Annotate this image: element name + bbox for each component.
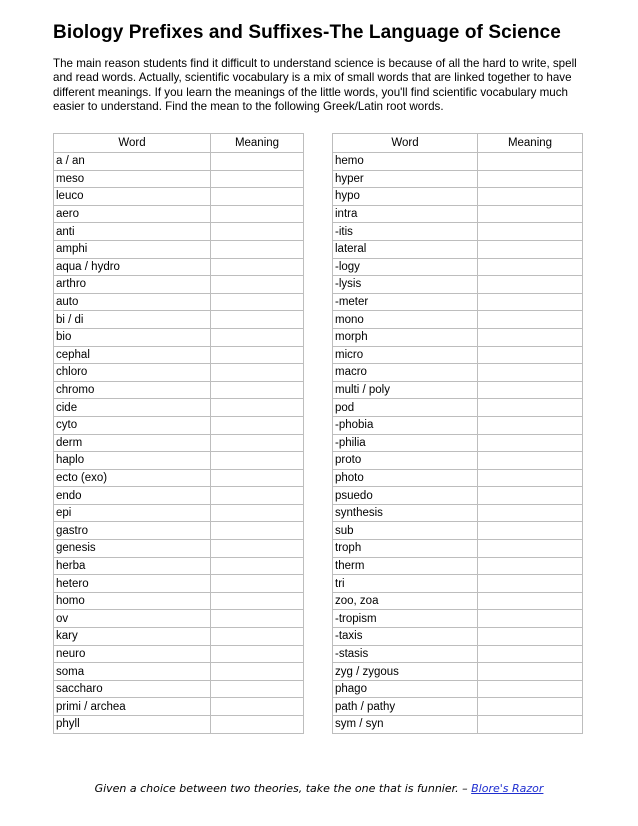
table-row (333, 240, 583, 258)
table-row (54, 223, 304, 241)
meaning-cell[interactable] (478, 680, 583, 698)
table-row (54, 311, 304, 329)
table-row (333, 610, 583, 628)
meaning-cell[interactable] (478, 504, 583, 522)
table-row (54, 522, 304, 540)
word-cell: troph (333, 540, 478, 558)
meaning-cell[interactable] (478, 469, 583, 487)
meaning-cell[interactable] (211, 716, 304, 734)
table-row (54, 293, 304, 311)
table-row (54, 381, 304, 399)
table-row (54, 592, 304, 610)
table-row (54, 416, 304, 434)
table-row (54, 540, 304, 558)
table-row (54, 452, 304, 470)
meaning-cell[interactable] (211, 416, 304, 434)
meaning-cell[interactable] (478, 258, 583, 276)
meaning-cell[interactable] (478, 188, 583, 206)
table-header-row (54, 134, 304, 153)
word-cell: morph (333, 328, 478, 346)
footer-quote (0, 782, 638, 795)
table-row (333, 663, 583, 681)
word-cell: zoo, zoa (333, 592, 478, 610)
table-row (333, 540, 583, 558)
meaning-cell[interactable] (478, 381, 583, 399)
meaning-cell[interactable] (211, 311, 304, 329)
meaning-cell[interactable] (211, 434, 304, 452)
table-row (54, 240, 304, 258)
meaning-cell[interactable] (211, 628, 304, 646)
word-cell: -lysis (333, 276, 478, 294)
footer-quote-text: Given a choice between two theories, take the one that is funnier. – (94, 782, 472, 795)
meaning-cell[interactable] (478, 153, 583, 171)
meaning-cell[interactable] (211, 170, 304, 188)
word-cell: cide (54, 399, 211, 417)
word-cell: -tropism (333, 610, 478, 628)
table-row (54, 276, 304, 294)
word-cell: -logy (333, 258, 478, 276)
word-cell: chloro (54, 364, 211, 382)
table-row (54, 434, 304, 452)
meaning-cell[interactable] (211, 469, 304, 487)
meaning-cell[interactable] (211, 452, 304, 470)
table-row (54, 258, 304, 276)
meaning-column-header: Meaning (478, 134, 583, 153)
word-cell: a / an (54, 153, 211, 171)
meaning-cell[interactable] (478, 663, 583, 681)
meaning-cell[interactable] (211, 381, 304, 399)
word-cell: -philia (333, 434, 478, 452)
word-cell: anti (54, 223, 211, 241)
table-row (54, 557, 304, 575)
meaning-cell[interactable] (211, 258, 304, 276)
meaning-cell[interactable] (478, 452, 583, 470)
meaning-cell[interactable] (211, 205, 304, 223)
word-cell: mono (333, 311, 478, 329)
meaning-cell[interactable] (478, 610, 583, 628)
meaning-cell[interactable] (211, 663, 304, 681)
word-cell: kary (54, 628, 211, 646)
word-cell: tri (333, 575, 478, 593)
table-row (333, 153, 583, 171)
word-cell: phago (333, 680, 478, 698)
word-cell: gastro (54, 522, 211, 540)
table-row (54, 469, 304, 487)
meaning-cell[interactable] (211, 364, 304, 382)
meaning-cell[interactable] (478, 487, 583, 505)
meaning-cell[interactable] (211, 610, 304, 628)
meaning-cell[interactable] (211, 223, 304, 241)
blores-razor-link[interactable]: Blore's Razor (471, 782, 544, 795)
word-cell: amphi (54, 240, 211, 258)
meaning-cell[interactable] (478, 399, 583, 417)
table-row (54, 487, 304, 505)
word-cell: hypo (333, 188, 478, 206)
word-cell: -stasis (333, 645, 478, 663)
meaning-cell[interactable] (211, 592, 304, 610)
table-row (54, 504, 304, 522)
table-row (333, 434, 583, 452)
table-row (333, 452, 583, 470)
table-row (54, 170, 304, 188)
meaning-cell[interactable] (478, 293, 583, 311)
meaning-cell[interactable] (478, 698, 583, 716)
word-cell: therm (333, 557, 478, 575)
word-cell: homo (54, 592, 211, 610)
word-cell: hetero (54, 575, 211, 593)
table-header-row (333, 134, 583, 153)
meaning-cell[interactable] (211, 487, 304, 505)
table-row (333, 680, 583, 698)
meaning-cell[interactable] (211, 240, 304, 258)
word-cell: psuedo (333, 487, 478, 505)
table-row (333, 592, 583, 610)
meaning-cell[interactable] (478, 346, 583, 364)
table-row (333, 645, 583, 663)
table-row (54, 698, 304, 716)
table-row (333, 276, 583, 294)
table-row (333, 575, 583, 593)
word-cell: aqua / hydro (54, 258, 211, 276)
meaning-cell[interactable] (211, 698, 304, 716)
word-cell: auto (54, 293, 211, 311)
word-cell: -taxis (333, 628, 478, 646)
meaning-cell[interactable] (211, 276, 304, 294)
meaning-cell[interactable] (211, 153, 304, 171)
meaning-cell[interactable] (211, 557, 304, 575)
table-row (333, 293, 583, 311)
table-row (333, 698, 583, 716)
word-cell: cyto (54, 416, 211, 434)
table-row (333, 487, 583, 505)
table-row (54, 628, 304, 646)
table-row (333, 346, 583, 364)
word-cell: photo (333, 469, 478, 487)
meaning-cell[interactable] (478, 645, 583, 663)
word-cell: -itis (333, 223, 478, 241)
page-title: Biology Prefixes and Suffixes-The Language of Science (53, 22, 561, 43)
word-cell: meso (54, 170, 211, 188)
meaning-cell[interactable] (478, 628, 583, 646)
table-row (333, 716, 583, 734)
table-row (54, 153, 304, 171)
table-row (333, 416, 583, 434)
table-row (333, 170, 583, 188)
word-cell: genesis (54, 540, 211, 558)
word-column-header: Word (333, 134, 478, 153)
meaning-cell[interactable] (211, 504, 304, 522)
word-cell: epi (54, 504, 211, 522)
intro-paragraph: The main reason students find it difficult to understand science is because of all the hard to write, spell and read words. Actually, scientific vocabulary is a mix of small words that are linked together to have different meanings. If you learn the meanings of the little words, you'll find scientific vocabulary much easier to understand. Find the mean to the following Greek/Latin root words. (53, 57, 577, 113)
word-column-header: Word (54, 134, 211, 153)
table-row (333, 469, 583, 487)
word-cell: leuco (54, 188, 211, 206)
meaning-cell[interactable] (478, 205, 583, 223)
word-cell: soma (54, 663, 211, 681)
word-cell: sub (333, 522, 478, 540)
meaning-cell[interactable] (478, 592, 583, 610)
table-row (333, 205, 583, 223)
word-cell: synthesis (333, 504, 478, 522)
table-row (333, 557, 583, 575)
word-cell: ecto (exo) (54, 469, 211, 487)
table-row (333, 258, 583, 276)
table-row (333, 311, 583, 329)
table-row (54, 680, 304, 698)
word-cell: -meter (333, 293, 478, 311)
meaning-cell[interactable] (478, 240, 583, 258)
word-cell: lateral (333, 240, 478, 258)
meaning-cell[interactable] (211, 540, 304, 558)
meaning-cell[interactable] (478, 416, 583, 434)
word-cell: endo (54, 487, 211, 505)
table-row (333, 399, 583, 417)
word-cell: hyper (333, 170, 478, 188)
meaning-cell[interactable] (478, 170, 583, 188)
table-row (333, 328, 583, 346)
meaning-cell[interactable] (211, 188, 304, 206)
meaning-cell[interactable] (211, 575, 304, 593)
table-row (54, 399, 304, 417)
word-cell: intra (333, 205, 478, 223)
table-row (54, 188, 304, 206)
table-row (333, 364, 583, 382)
word-cell: macro (333, 364, 478, 382)
table-row (54, 575, 304, 593)
table-row (333, 188, 583, 206)
meaning-cell[interactable] (211, 522, 304, 540)
word-cell: haplo (54, 452, 211, 470)
meaning-cell[interactable] (478, 540, 583, 558)
word-cell: micro (333, 346, 478, 364)
vocabulary-tables (53, 133, 583, 765)
table-row (54, 610, 304, 628)
left-word-table (53, 133, 304, 734)
word-cell: arthro (54, 276, 211, 294)
word-cell: neuro (54, 645, 211, 663)
table-row (54, 645, 304, 663)
meaning-cell[interactable] (478, 575, 583, 593)
table-row (54, 346, 304, 364)
meaning-cell[interactable] (478, 311, 583, 329)
word-cell: herba (54, 557, 211, 575)
word-cell: derm (54, 434, 211, 452)
word-cell: zyg / zygous (333, 663, 478, 681)
meaning-cell[interactable] (211, 293, 304, 311)
table-row (333, 381, 583, 399)
meaning-cell[interactable] (478, 522, 583, 540)
meaning-cell[interactable] (478, 434, 583, 452)
table-row (54, 716, 304, 734)
word-cell: hemo (333, 153, 478, 171)
right-word-table (332, 133, 583, 734)
table-row (333, 628, 583, 646)
word-cell: primi / archea (54, 698, 211, 716)
word-cell: aero (54, 205, 211, 223)
word-cell: cephal (54, 346, 211, 364)
word-cell: bi / di (54, 311, 211, 329)
meaning-cell[interactable] (478, 716, 583, 734)
meaning-cell[interactable] (211, 328, 304, 346)
table-row (54, 364, 304, 382)
meaning-cell[interactable] (211, 399, 304, 417)
table-row (333, 522, 583, 540)
meaning-cell[interactable] (478, 223, 583, 241)
word-cell: saccharo (54, 680, 211, 698)
meaning-cell[interactable] (211, 680, 304, 698)
meaning-cell[interactable] (478, 276, 583, 294)
table-row (54, 328, 304, 346)
meaning-column-header: Meaning (211, 134, 304, 153)
table-row (333, 223, 583, 241)
table-row (54, 205, 304, 223)
word-cell: -phobia (333, 416, 478, 434)
word-cell: path / pathy (333, 698, 478, 716)
word-cell: ov (54, 610, 211, 628)
word-cell: chromo (54, 381, 211, 399)
meaning-cell[interactable] (478, 328, 583, 346)
table-row (54, 663, 304, 681)
meaning-cell[interactable] (478, 364, 583, 382)
meaning-cell[interactable] (211, 645, 304, 663)
word-cell: sym / syn (333, 716, 478, 734)
word-cell: pod (333, 399, 478, 417)
word-cell: proto (333, 452, 478, 470)
word-cell: bio (54, 328, 211, 346)
meaning-cell[interactable] (211, 346, 304, 364)
word-cell: multi / poly (333, 381, 478, 399)
meaning-cell[interactable] (478, 557, 583, 575)
word-cell: phyll (54, 716, 211, 734)
table-row (333, 504, 583, 522)
